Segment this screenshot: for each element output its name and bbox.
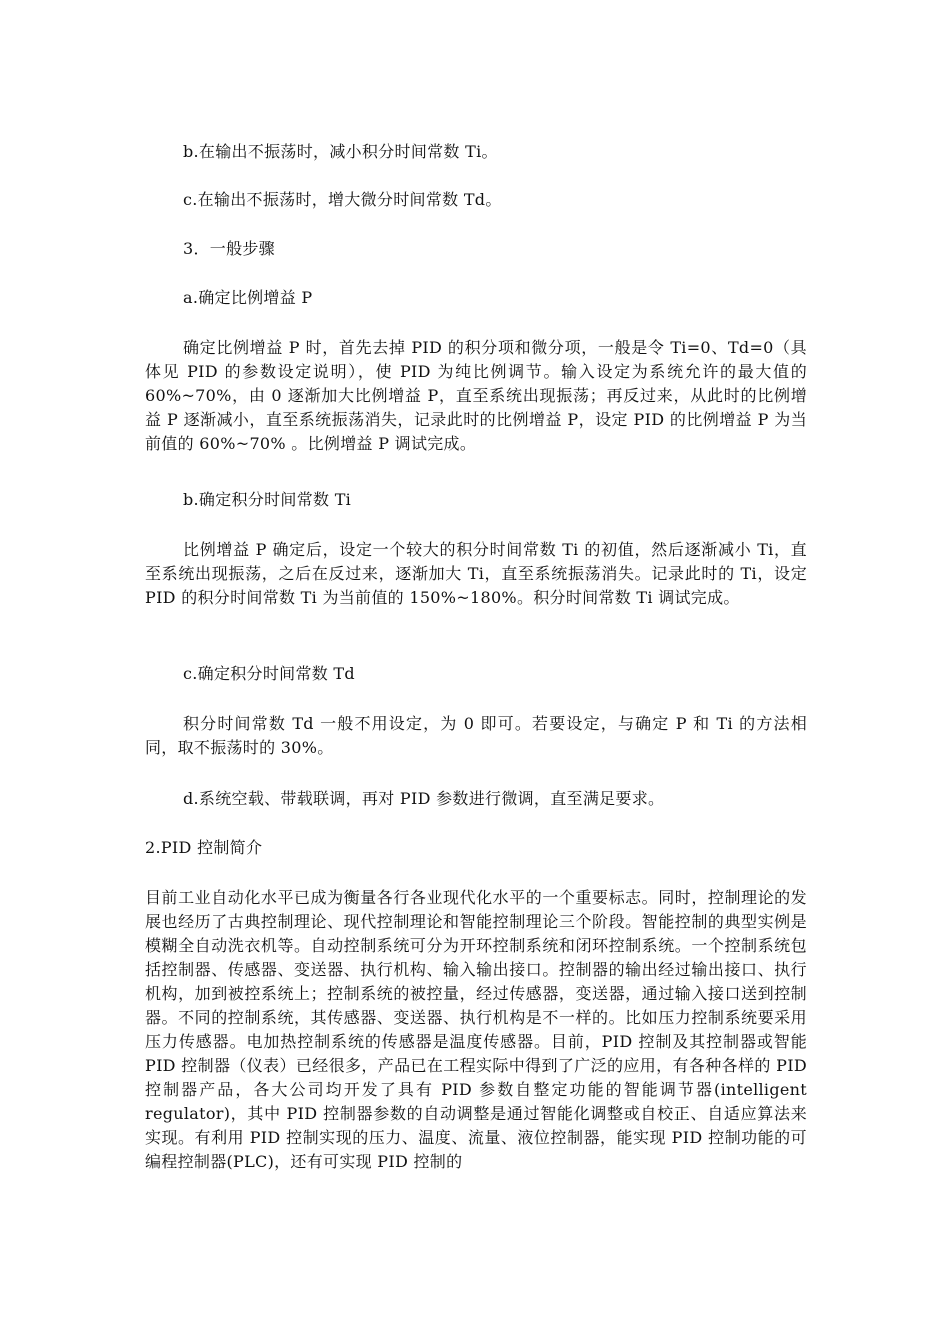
- step-c-increase-td: c.在输出不振荡时，增大微分时间常数 Td。: [183, 190, 502, 209]
- step-b-reduce-ti: b.在输出不振荡时，减小积分时间常数 Ti。: [183, 142, 498, 161]
- intro-paragraph: 目前工业自动化水平已成为衡量各行各业现代化水平的一个重要标志。同时，控制理论的发展也经历了古典控制理论、现代控制理论和智能控制理论三个阶段。智能控制的典型实例是模糊全自动洗衣机等。自动控制系统可分为开环控制系统和闭环控制系统。一个控制系统包括控制器、传感器、变送器、执行机构、输入输出接口。控制器的输出经过输出接口、执行机构，加到被控系统上；控制系统的被控量，经过传感器，变送器，通过输入接口送到控制器。不同的控制系统，其传感器、变送器、执行机构是不一样的。比如压力控制系统要采用压力传感器。电加热控制系统的传感器是温度传感器。目前，PID 控制及其控制器或智能 PID 控制器（仪表）已经很多，产品已在工程实际中得到了广泛的应用，有各种各样的 PID 控制器产品，各大公司均开发了具有 PID 参数自整定功能的智能调节器(intelligent regulator)，其中 PID 控制器参数的自动调整是通过智能化调整或自校正、自适应算法来实现。有利用 PID 控制实现的压力、温度、流量、液位控制器，能实现 PID 控制功能的可编程控制器(PLC)，还有可实现 PID 控制的: [145, 888, 807, 1171]
- determine-td-heading: c.确定积分时间常数 Td: [183, 664, 355, 683]
- determine-td-paragraph: 积分时间常数 Td 一般不用设定，为 0 即可。若要设定，与确定 P 和 Ti 的方法相同，取不振荡时的 30%。: [145, 714, 807, 757]
- determine-ti-paragraph: 比例增益 P 确定后，设定一个较大的积分时间常数 Ti 的初值，然后逐渐减小 Ti，直至系统出现振荡，之后在反过来，逐渐加大 Ti，直至系统振荡消失。记录此时的 Ti，设定 PID 的积分时间常数 Ti 为当前值的 150%~180%。积分时间常数 Ti 调试完成。: [145, 540, 807, 607]
- general-steps-heading: 3．一般步骤: [183, 239, 275, 258]
- section-title: 2.PID 控制简介: [145, 838, 263, 857]
- determine-ti-heading: b.确定积分时间常数 Ti: [183, 490, 352, 509]
- determine-p-paragraph: 确定比例增益 P 时，首先去掉 PID 的积分项和微分项，一般是令 Ti=0、Td=0（具体见 PID 的参数设定说明），使 PID 为纯比例调节。输入设定为系统允许的最大值的 60%~70%，由 0 逐渐加大比例增益 P，直至系统出现振荡；再反过来，从此时的比例增益 P 逐渐减小，直至系统振荡消失，记录此时的比例增益 P，设定 PID 的比例增益 P 为当前值的 60%~70% 。比例增益 P 调试完成。: [145, 338, 807, 453]
- system-tuning-step: d.系统空载、带载联调，再对 PID 参数进行微调，直至满足要求。: [183, 789, 665, 808]
- determine-p-heading: a.确定比例增益 P: [183, 288, 313, 307]
